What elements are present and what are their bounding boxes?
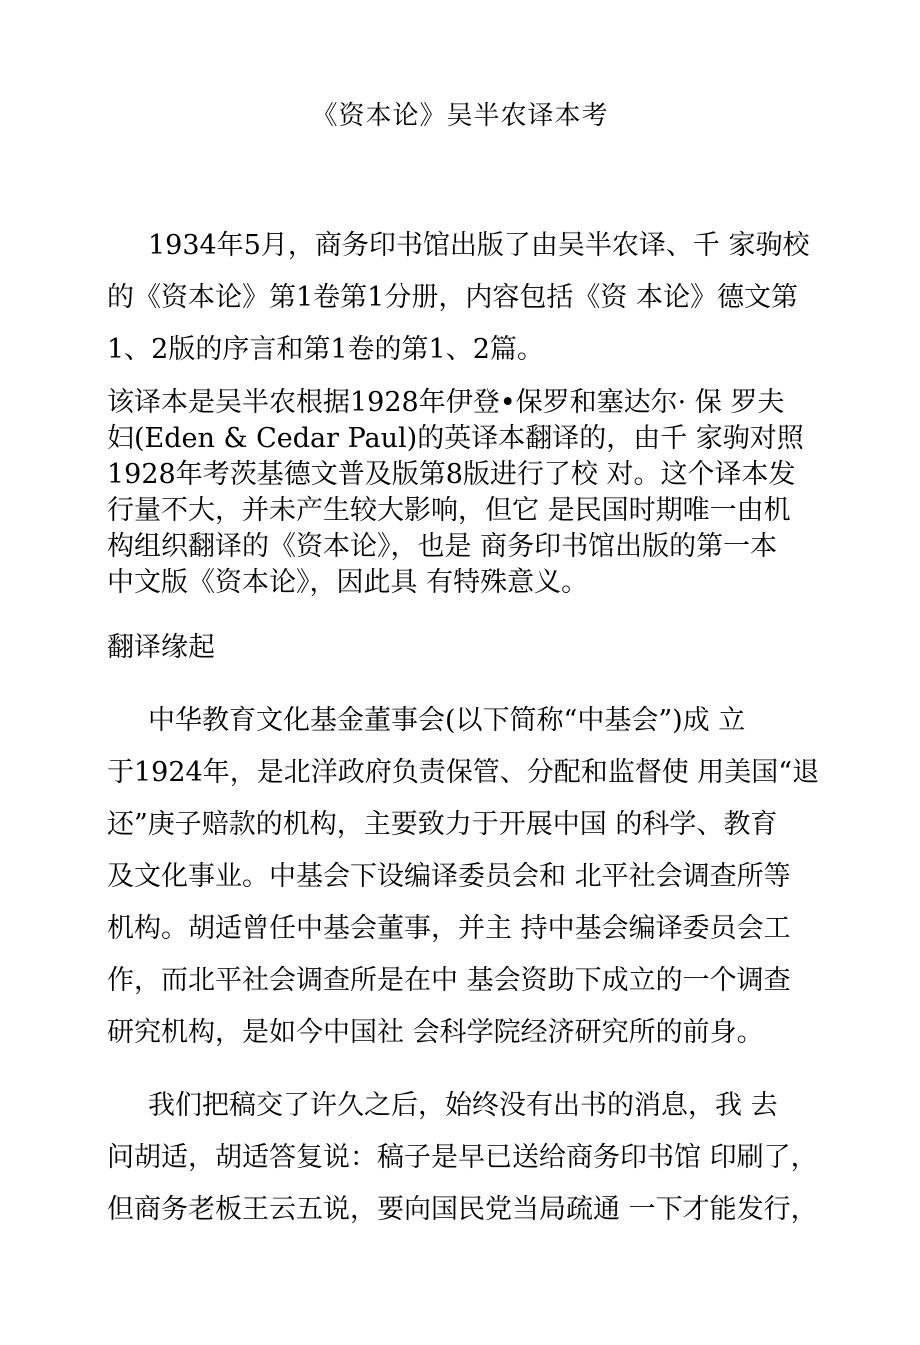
paragraph-4-line: 我们把稿交了许久之后，始终没有出书的消息，我 去 (148, 1090, 778, 1121)
paragraph-1-line: 1、2版的序言和第1卷的第1、2篇。 (107, 334, 544, 365)
paragraph-3-line: 及文化事业。中基会下设编译委员会和 北平社会调查所等 (107, 861, 791, 892)
paragraph-3-line: 研究机构，是如今中国社 会科学院经济研究所的前身。 (107, 1017, 764, 1048)
paragraph-2-line: 该译本是吴半农根据1928年伊登•保罗和塞达尔· 保 罗夫 (107, 387, 785, 418)
paragraph-3-line: 作，而北平社会调查所是在中 基会资助下成立的一个调查 (107, 965, 791, 996)
paragraph-2-line: 中文版《资本论》，因此具 有特殊意义。 (107, 567, 589, 598)
paragraph-2 (107, 385, 820, 601)
paragraph-4 (107, 1080, 820, 1236)
paragraph-4-line: 但商务老板王云五说，要向国民党当局疏通 一下才能发行， (107, 1194, 818, 1225)
paragraph-2-line: 妇(Eden & Cedar Paul)的英译本翻译的，由千 家驹对照 (107, 423, 804, 454)
paragraph-3-line: 机构。胡适曾任中基会董事，并主 持中基会编译委员会工 (107, 913, 791, 944)
paragraph-4-line: 问胡适，胡适答复说：稿子是早已送给商务印书馆 印刷了， (107, 1142, 818, 1173)
paragraph-1-line: 的《资本论》第1卷第1分册，内容包括《资 本论》德文第 (107, 282, 798, 313)
paragraph-2-line: 构组织翻译的《资本论》，也是 商务印书馆出版的第一本 (107, 531, 778, 562)
paragraph-2-line: 行量不大，并未产生较大影响，但它 是民国时期唯一由机 (107, 495, 791, 526)
section-heading: 翻译缘起 (107, 632, 215, 663)
paragraph-3-line: 还”庚子赔款的机构，主要致力于开展中国 的科学、教育 (107, 809, 778, 840)
paragraph-1-line: 1934年5月，商务印书馆出版了由吴半农译、千 家驹校 (148, 230, 810, 261)
paragraph-3-line: 于1924年，是北洋政府负责保管、分配和监督使 用美国“退 (107, 757, 820, 788)
paragraph-3 (107, 695, 820, 1059)
paragraph-1 (107, 220, 820, 376)
paragraph-3-line: 中华教育文化基金董事会(以下简称“中基会”)成 立 (148, 705, 746, 736)
paragraph-2-line: 1928年考茨基德文普及版第8版进行了校 对。这个译本发 (107, 459, 796, 490)
document-title: 《资本论》吴半农译本考 (311, 101, 609, 131)
